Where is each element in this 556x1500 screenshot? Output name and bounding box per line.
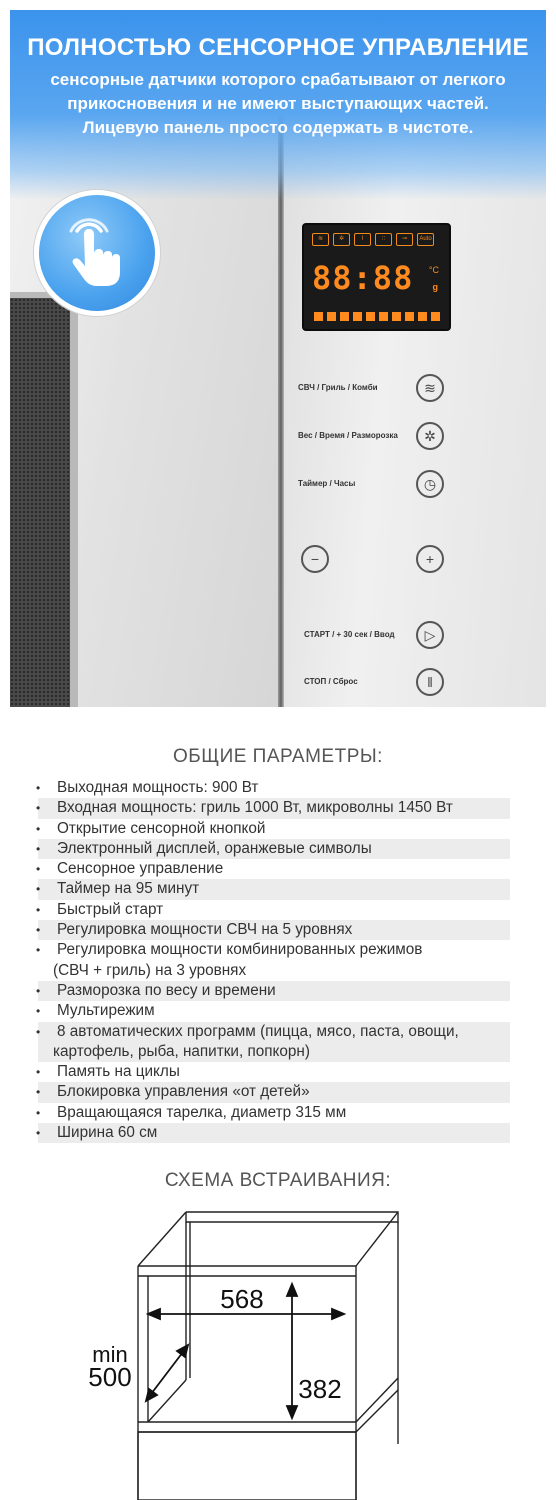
plus-button[interactable]	[416, 545, 444, 573]
start-button[interactable]	[416, 621, 444, 649]
min-depth-value: 500	[88, 1362, 132, 1392]
list-item: • Вращающаяся тарелка, диаметр 315 мм	[38, 1103, 510, 1123]
microwave-wave-icon: ≋	[424, 379, 436, 396]
list-item: • Блокировка управления «от детей»	[38, 1082, 510, 1102]
list-item: • Выходная мощность: 900 Вт	[38, 778, 510, 798]
scheme-title: СХЕМА ВСТРАИВАНИЯ:	[164, 1170, 392, 1191]
display-digits: 88:88	[312, 259, 414, 297]
key-icon: ⊸	[396, 233, 413, 246]
list-item: • Сенсорное управление	[38, 859, 510, 879]
power-level-bars	[314, 312, 440, 321]
clock-icon: ◷	[423, 475, 437, 492]
width-dimension: 568	[220, 1284, 264, 1314]
play-icon: ▷	[424, 626, 436, 643]
display-mode-icons	[312, 233, 443, 246]
plus-icon: +	[425, 551, 435, 567]
list-item: • Таймер на 95 минут	[38, 879, 510, 899]
product-hero	[10, 10, 546, 707]
installation-diagram	[0, 1200, 556, 1500]
list-item: • Быстрый старт	[38, 900, 510, 920]
timer-button[interactable]	[416, 470, 444, 498]
wave-icon: ≋	[312, 233, 329, 246]
touch-hand-icon	[34, 190, 160, 316]
stop-label: СТОП / Сброс	[304, 677, 358, 686]
feature-banner	[10, 10, 546, 200]
list-item: • 8 автоматических программ (пицца, мясо, паста, овощи, картофель, рыба, напитки, попкорн)	[38, 1022, 510, 1063]
minus-button[interactable]	[301, 545, 329, 573]
mode-button[interactable]	[416, 374, 444, 402]
pause-icon: ǁ	[427, 674, 433, 690]
list-item: • Электронный дисплей, оранжевые символы	[38, 839, 510, 859]
defrost-icon: ✲	[333, 233, 350, 246]
mode-label: СВЧ / Гриль / Комби	[298, 383, 378, 392]
start-label: СТАРТ / + 30 сек / Ввод	[304, 630, 395, 639]
banner-title: ПОЛНОСТЬЮ СЕНСОРНОЕ УПРАВЛЕНИЕ	[27, 34, 529, 61]
list-item: • Ширина 60 см	[38, 1123, 510, 1143]
stop-button[interactable]	[416, 668, 444, 696]
led-display	[302, 223, 451, 331]
celsius-unit: °C	[428, 265, 439, 275]
list-item: • Открытие сенсорной кнопкой	[38, 819, 510, 839]
list-item: • Регулировка мощности СВЧ на 5 уровнях	[38, 920, 510, 940]
minus-icon: −	[310, 551, 320, 567]
list-item: • Входная мощность: гриль 1000 Вт, микроволны 1450 Вт	[38, 798, 510, 818]
list-item: • Память на циклы	[38, 1062, 510, 1082]
defrost-button[interactable]	[416, 422, 444, 450]
params-title: ОБЩИЕ ПАРАМЕТРЫ:	[173, 746, 383, 767]
banner-subtitle: сенсорные датчики которого срабатывают от легкого прикосновения и не имеют выступающих частей. Лицевую панель просто содержать в чистоте.	[50, 70, 506, 137]
spec-list	[38, 778, 510, 1143]
timer-label: Таймер / Часы	[298, 479, 356, 488]
auto-icon: Auto	[417, 233, 434, 246]
combi-icon: ∷	[375, 233, 392, 246]
height-dimension: 382	[298, 1374, 342, 1404]
list-item: • Регулировка мощности комбинированных режимов (СВЧ + гриль) на 3 уровнях	[38, 940, 510, 981]
list-item: • Разморозка по весу и времени	[38, 981, 510, 1001]
weight-label: Вес / Время / Разморозка	[298, 431, 398, 440]
list-item: • Мультирежим	[38, 1001, 510, 1021]
door-window-mesh	[10, 298, 70, 707]
min-label: min	[92, 1342, 128, 1367]
grill-icon: ⌇	[354, 233, 371, 246]
defrost-drop-icon: ✲	[424, 427, 436, 444]
gram-unit: g	[432, 282, 438, 292]
